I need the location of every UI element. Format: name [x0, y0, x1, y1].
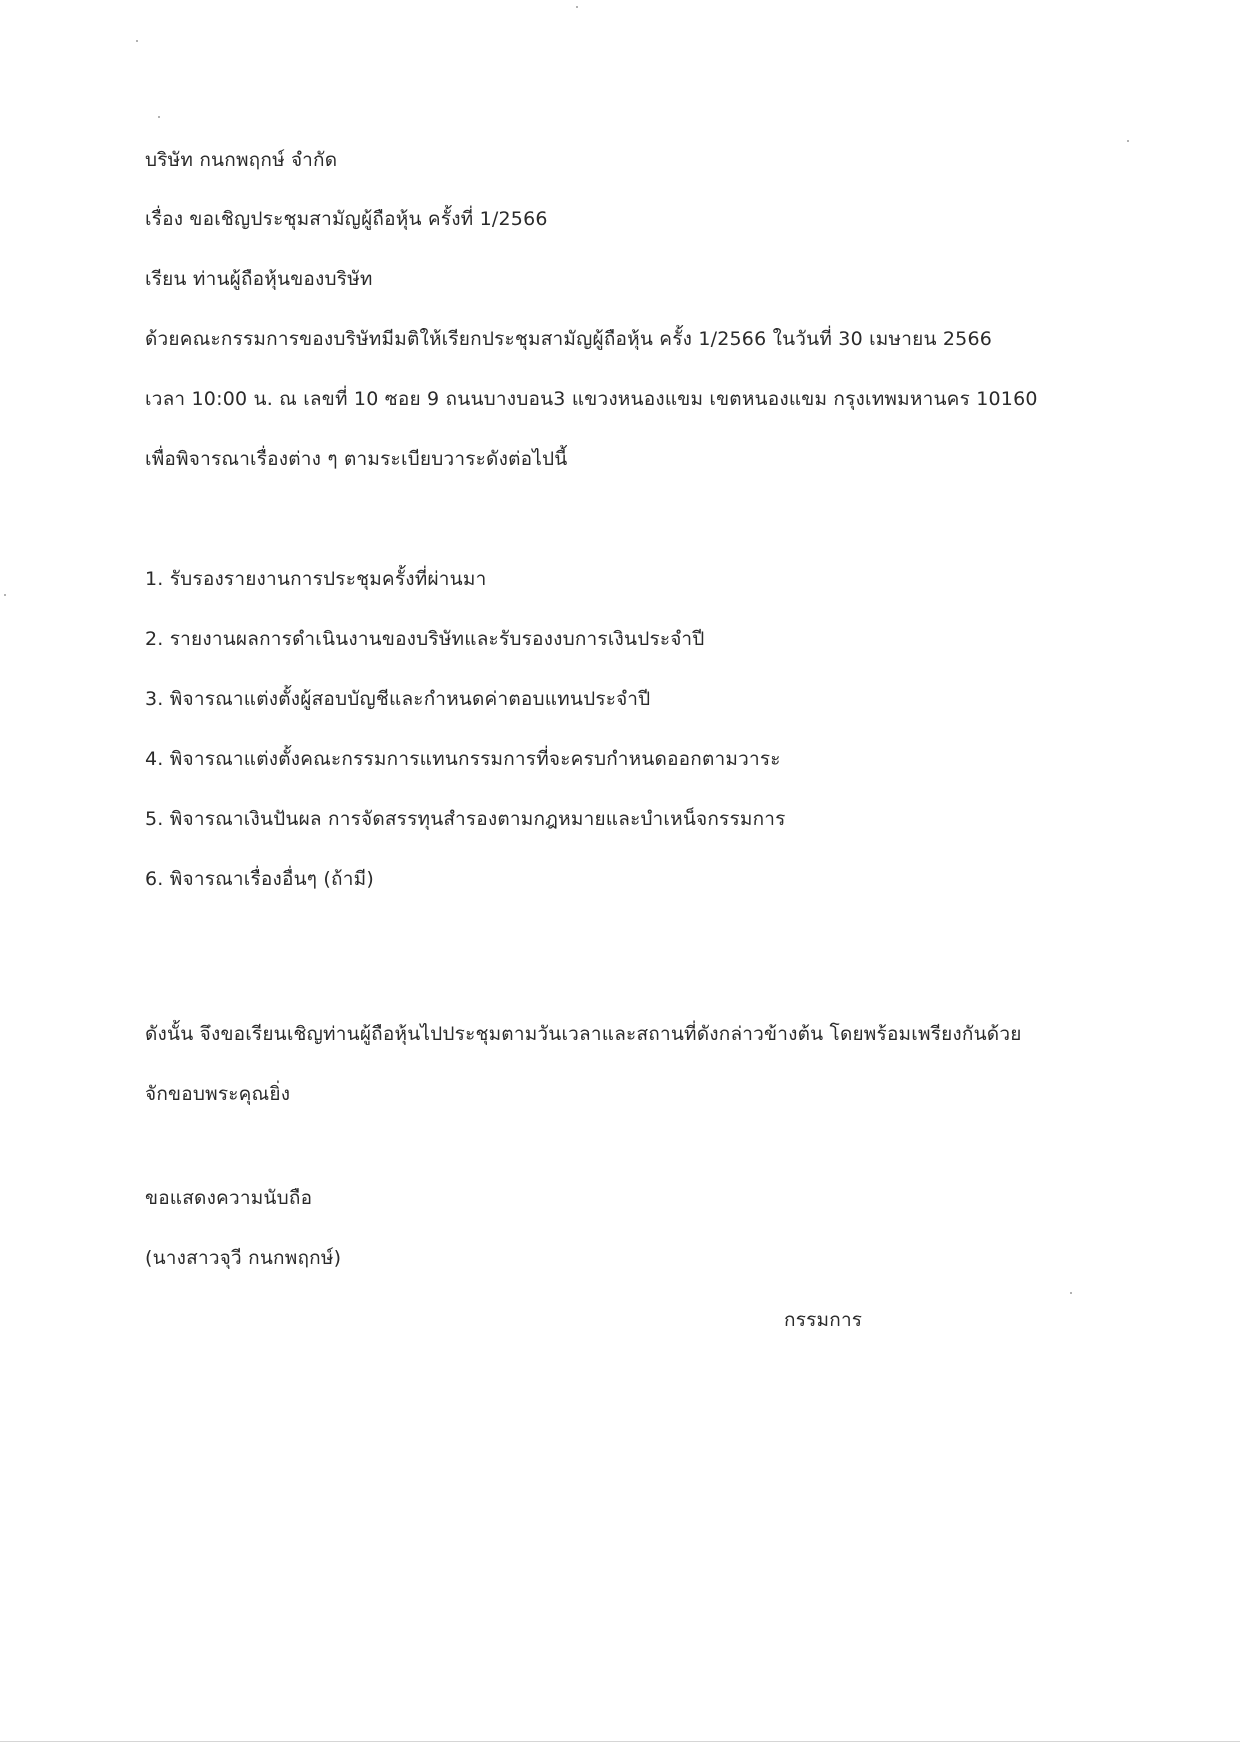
- closing-line-1: ดังนั้น จึงขอเรียนเชิญท่านผู้ถือหุ้นไปประชุมตามวันเวลาและสถานที่ดังกล่าวข้างต้น โดยพร้อมเพรียงกันด้วย: [145, 1023, 1022, 1045]
- scan-edge: [0, 1741, 1240, 1742]
- agenda-item: 1. รับรองรายงานการประชุมครั้งที่ผ่านมา: [145, 568, 487, 590]
- company-name: บริษัท กนกพฤกษ์ จำกัด: [145, 149, 338, 171]
- closing-line-2: จักขอบพระคุณยิ่ง: [145, 1083, 291, 1105]
- scan-speck: [576, 6, 578, 8]
- scan-speck: [4, 594, 6, 596]
- salutation: เรียน ท่านผู้ถือหุ้นของบริษัท: [145, 268, 373, 290]
- regards: ขอแสดงความนับถือ: [145, 1187, 313, 1209]
- agenda-item: 3. พิจารณาแต่งตั้งผู้สอบบัญชีและกำหนดค่าตอบแทนประจำปี: [145, 688, 651, 710]
- subject-line: เรื่อง ขอเชิญประชุมสามัญผู้ถือหุ้น ครั้งที่ 1/2566: [145, 208, 548, 230]
- agenda-item: 6. พิจารณาเรื่องอื่นๆ (ถ้ามี): [145, 868, 374, 890]
- body-line-1: ด้วยคณะกรรมการของบริษัทมีมติให้เรียกประชุมสามัญผู้ถือหุ้น ครั้ง 1/2566 ในวันที่ 30 เมษายน 2566: [145, 328, 993, 350]
- scan-speck: [158, 116, 160, 118]
- agenda-item: 2. รายงานผลการดำเนินงานของบริษัทและรับรองงบการเงินประจำปี: [145, 628, 705, 650]
- scan-speck: [1127, 140, 1129, 142]
- signatory-position: กรรมการ: [784, 1309, 863, 1331]
- body-line-3: เพื่อพิจารณาเรื่องต่าง ๆ ตามระเบียบวาระดังต่อไปนี้: [145, 448, 568, 470]
- scan-speck: [1070, 1292, 1072, 1294]
- agenda-item: 4. พิจารณาแต่งตั้งคณะกรรมการแทนกรรมการที่จะครบกำหนดออกตามวาระ: [145, 748, 781, 770]
- scan-speck: [136, 40, 138, 42]
- body-line-2: เวลา 10:00 น. ณ เลขที่ 10 ซอย 9 ถนนบางบอน3 แขวงหนองแขม เขตหนองแขม กรุงเทพมหานคร 10160: [145, 388, 1038, 410]
- signatory-name: (นางสาวจุวี กนกพฤกษ์): [145, 1247, 342, 1269]
- agenda-item: 5. พิจารณาเงินปันผล การจัดสรรทุนสำรองตามกฎหมายและบำเหน็จกรรมการ: [145, 808, 786, 830]
